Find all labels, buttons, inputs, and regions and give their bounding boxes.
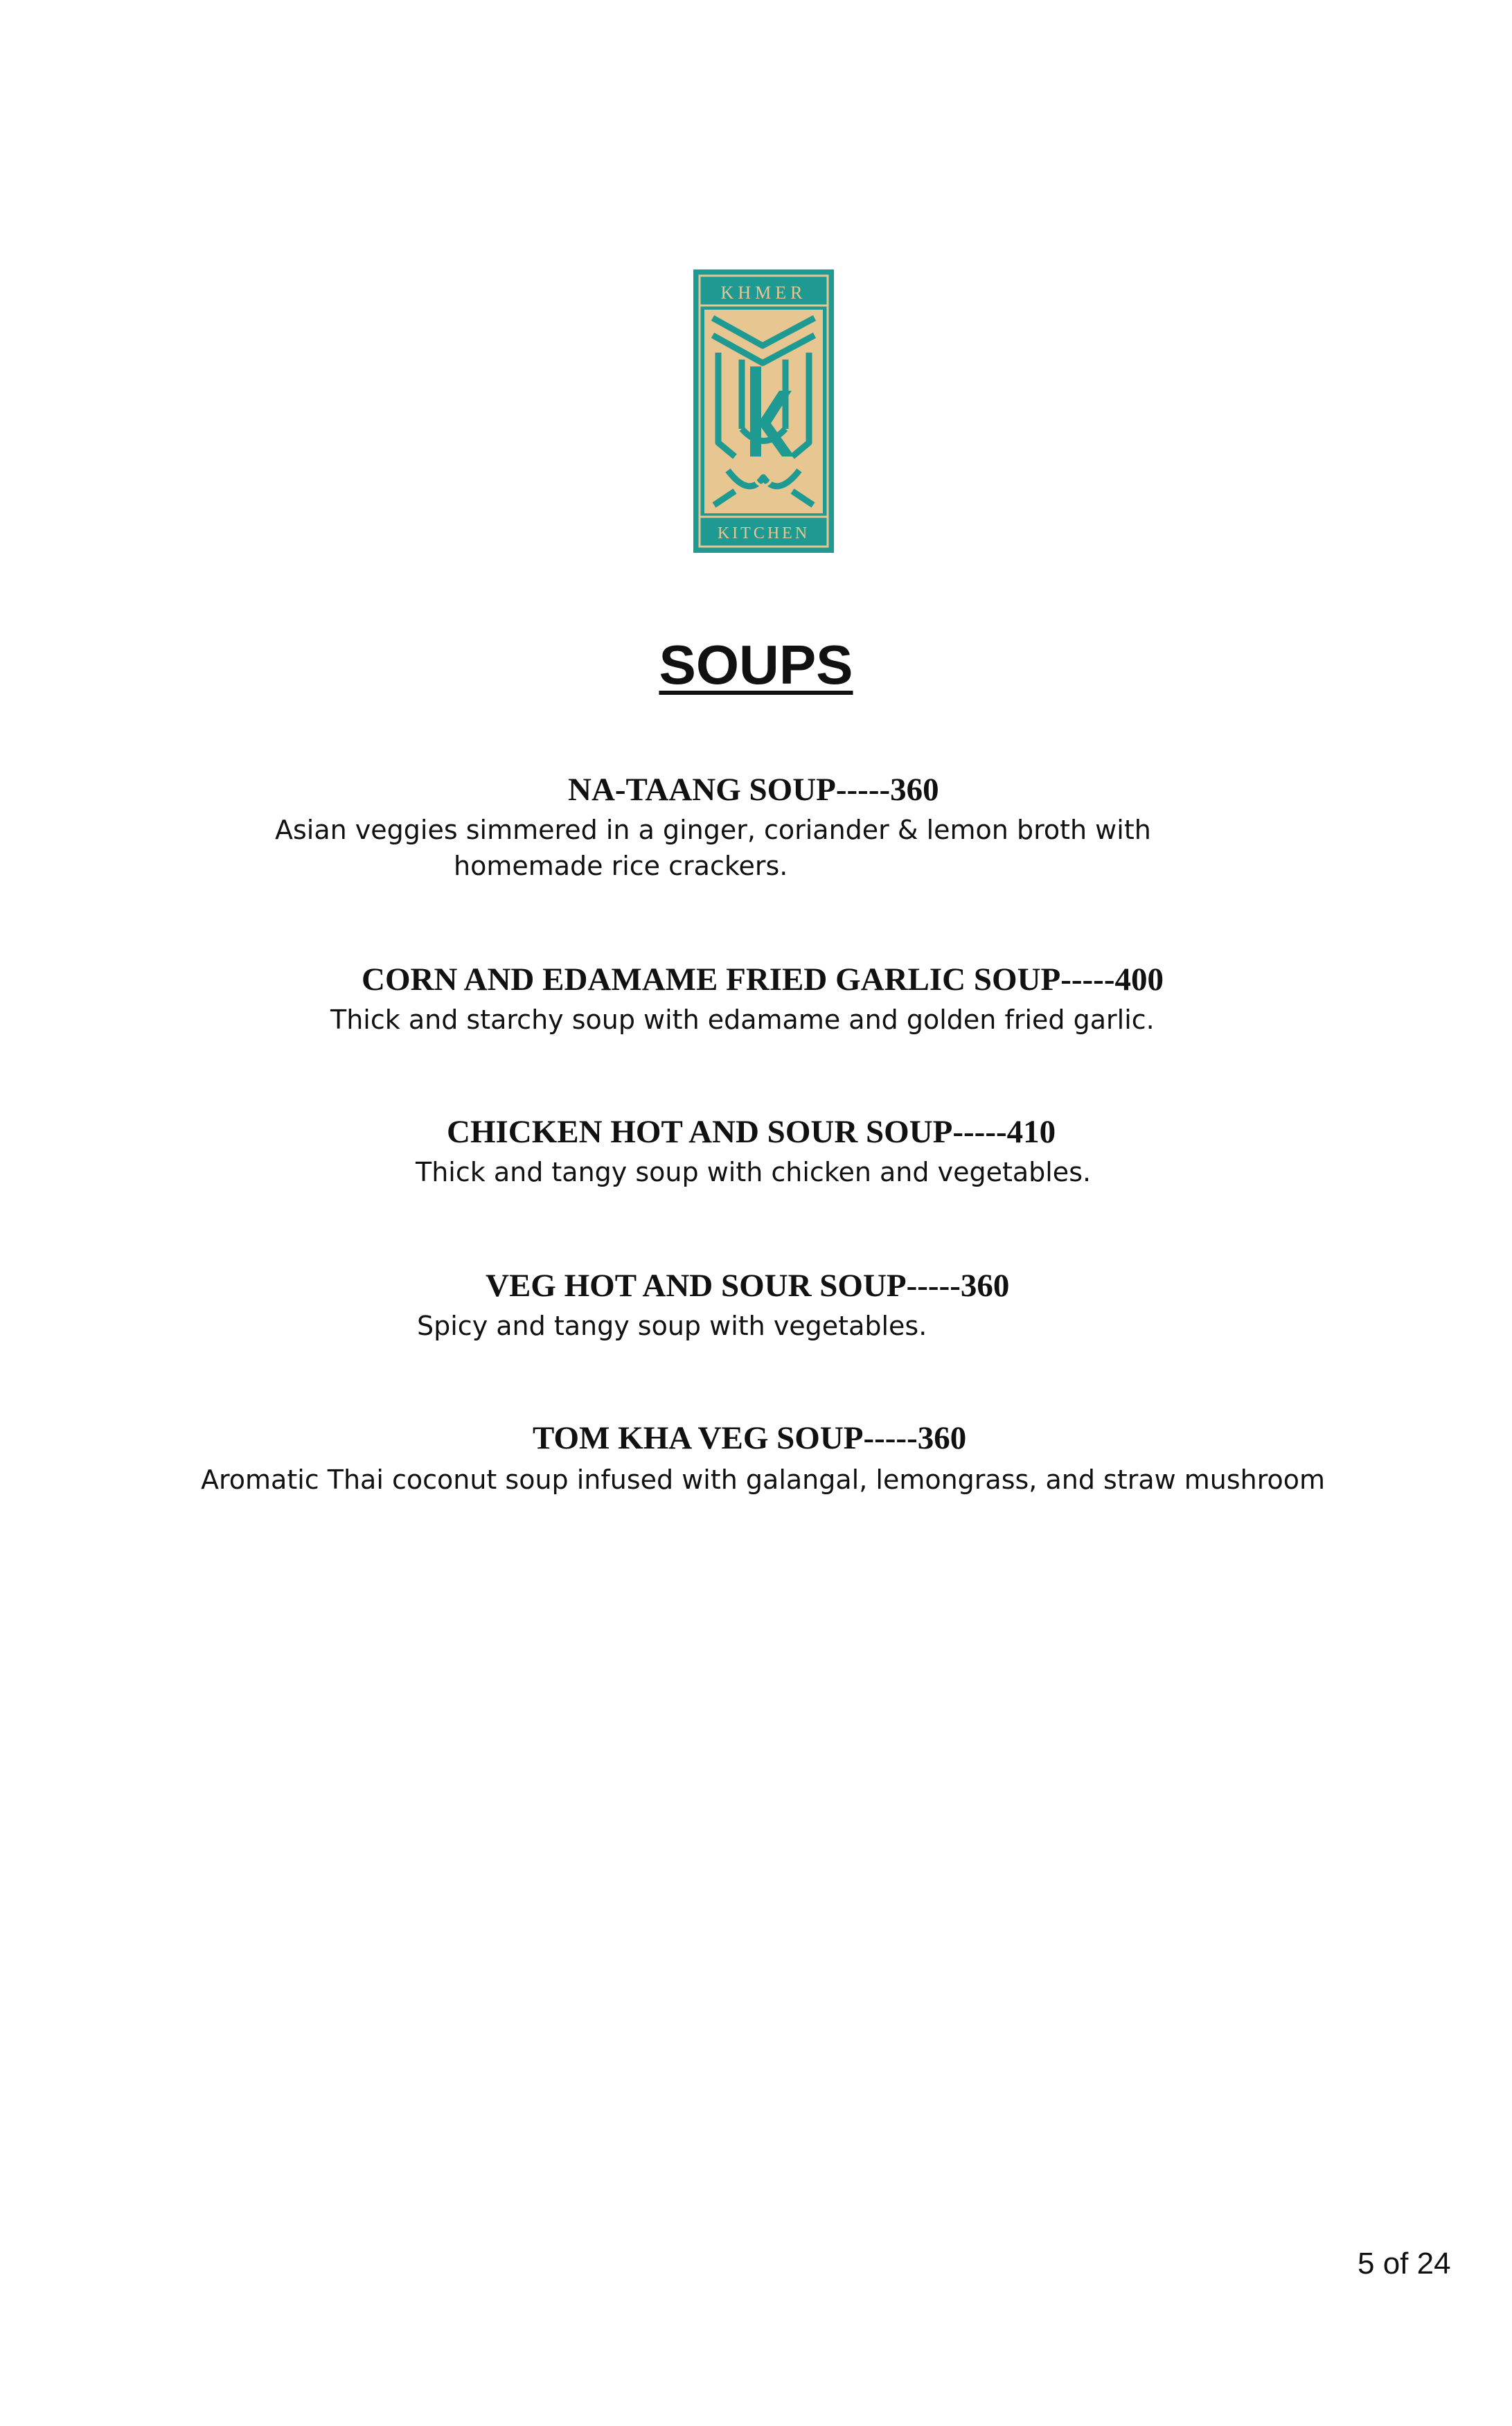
section-title: [0, 630, 1512, 700]
menu-item-name: CHICKEN HOT AND SOUR SOUP-----410: [447, 1114, 1056, 1150]
section-title-text: SOUPS: [659, 634, 853, 696]
menu-item-name: VEG HOT AND SOUR SOUP-----360: [486, 1268, 1010, 1304]
menu-item-description: Aromatic Thai coconut soup infused with galangal, lemongrass, and straw mushroom: [201, 1464, 1326, 1495]
logo-bottom-text: KITCHEN: [717, 524, 810, 542]
menu-item-name: NA-TAANG SOUP-----360: [568, 772, 939, 808]
khmer-kitchen-logo: [693, 269, 834, 553]
logo-top-text: KHMER: [720, 283, 807, 303]
menu-item-description: Thick and starchy soup with edamame and golden fried garlic.: [330, 1004, 1155, 1035]
menu-item-description: Asian veggies simmered in a ginger, coriander & lemon broth with: [275, 815, 1151, 845]
logo-emblem-icon: [693, 269, 834, 553]
menu-item-description: Spicy and tangy soup with vegetables.: [417, 1311, 927, 1341]
menu-item-name: TOM KHA VEG SOUP-----360: [533, 1420, 967, 1456]
page-number: 5 of 24: [1358, 2247, 1451, 2281]
menu-item-description: Thick and tangy soup with chicken and vegetables.: [416, 1157, 1092, 1187]
menu-item-description: homemade rice crackers.: [454, 851, 788, 881]
menu-item-name: CORN AND EDAMAME FRIED GARLIC SOUP-----400: [362, 962, 1164, 998]
